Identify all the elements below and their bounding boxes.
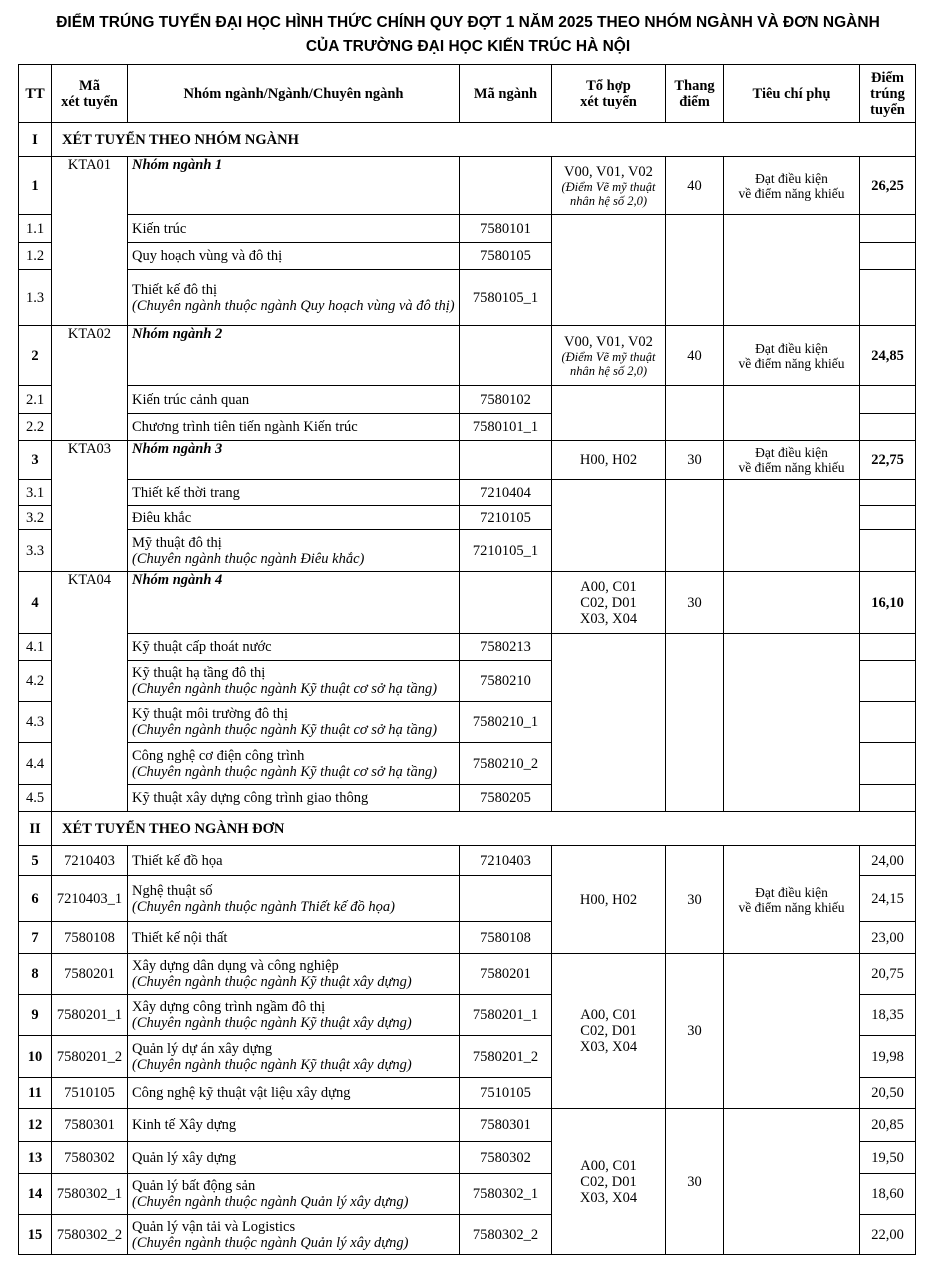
item-tt: 4.4 — [19, 743, 52, 785]
group-row-4 — [19, 572, 916, 634]
item-name: Chương trình tiên tiến ngành Kiến trúc — [128, 414, 460, 441]
row-code: 7580201 — [52, 954, 128, 995]
row-tt: 9 — [19, 995, 52, 1036]
item-to-hop-empty — [552, 215, 666, 326]
group-thang: 40 — [666, 326, 724, 386]
section-row-I — [19, 123, 916, 157]
row-score: 22,00 — [860, 1215, 916, 1255]
group-score: 22,75 — [860, 441, 916, 480]
block-to-hop: H00, H02 — [552, 846, 666, 954]
row-code: 7210403_1 — [52, 876, 128, 922]
row-code: 7580302 — [52, 1142, 128, 1174]
group-name: Nhóm ngành 4 — [128, 572, 460, 634]
row-ma-nganh: 7580302_2 — [460, 1215, 552, 1255]
group-code: KTA02 — [52, 326, 128, 386]
row-name: Quản lý xây dựng — [128, 1142, 460, 1174]
item-tt: 3.3 — [19, 530, 52, 572]
row-tt: 11 — [19, 1078, 52, 1109]
item-score-empty — [860, 270, 916, 326]
item-to-hop-empty — [552, 480, 666, 572]
item-tieu-chi-empty — [724, 480, 860, 572]
row-ma-nganh: 7580301 — [460, 1109, 552, 1142]
item-score-empty — [860, 743, 916, 785]
row-score: 20,50 — [860, 1078, 916, 1109]
header-diem-trung-tuyen: Điểm trúng tuyển — [860, 65, 916, 123]
item-ma-nganh: 7580213 — [460, 634, 552, 661]
item-to-hop-empty — [552, 634, 666, 812]
group-name: Nhóm ngành 2 — [128, 326, 460, 386]
row-score: 20,75 — [860, 954, 916, 995]
item-name: Điêu khắc — [128, 506, 460, 530]
row-tt: 5 — [19, 846, 52, 876]
item-score-empty — [860, 785, 916, 812]
item-name: Kỹ thuật hạ tầng đô thị (Chuyên ngành thuộc ngành Kỹ thuật cơ sở hạ tầng) — [128, 661, 460, 702]
header-row — [19, 65, 916, 123]
row-name: Kinh tế Xây dựng — [128, 1109, 460, 1142]
group-code: KTA01 — [52, 157, 128, 215]
header-tieu-chi-phu: Tiêu chí phụ — [724, 65, 860, 123]
item-score-empty — [860, 506, 916, 530]
row-tt: 14 — [19, 1174, 52, 1215]
block-thang: 30 — [666, 1109, 724, 1255]
code-spacer — [52, 215, 128, 326]
row-code: 7580301 — [52, 1109, 128, 1142]
code-spacer — [52, 634, 128, 812]
row-score: 19,50 — [860, 1142, 916, 1174]
group-to-hop: V00, V01, V02 (Điểm Vẽ mỹ thuật nhân hệ số 2,0) — [552, 157, 666, 215]
row-score: 18,60 — [860, 1174, 916, 1215]
row-ma-nganh: 7580302 — [460, 1142, 552, 1174]
item-score-empty — [860, 386, 916, 414]
row-name: Thiết kế nội thất — [128, 922, 460, 954]
group-tt: 3 — [19, 441, 52, 480]
item-to-hop-empty — [552, 386, 666, 441]
item-tt: 4.2 — [19, 661, 52, 702]
group-tt: 2 — [19, 326, 52, 386]
row-ma-nganh: 7580201_2 — [460, 1036, 552, 1078]
group-code: KTA04 — [52, 572, 128, 634]
item-ma-nganh: 7210105 — [460, 506, 552, 530]
group-score: 24,85 — [860, 326, 916, 386]
row-tt: 10 — [19, 1036, 52, 1078]
block-tieu-chi: Đạt điều kiện về điểm năng khiếu — [724, 846, 860, 954]
row-code: 7580302_1 — [52, 1174, 128, 1215]
item-ma-nganh: 7580205 — [460, 785, 552, 812]
section-row-II — [19, 812, 916, 846]
row-code: 7210403 — [52, 846, 128, 876]
group-thang: 30 — [666, 441, 724, 480]
block-thang: 30 — [666, 846, 724, 954]
row-score: 23,00 — [860, 922, 916, 954]
group-thang: 40 — [666, 157, 724, 215]
item-row — [19, 215, 916, 243]
row-ma-nganh: 7580108 — [460, 922, 552, 954]
code-spacer — [52, 386, 128, 441]
item-name: Kiến trúc — [128, 215, 460, 243]
group-to-hop: A00, C01 C02, D01 X03, X04 — [552, 572, 666, 634]
group-ma-nganh-empty — [460, 441, 552, 480]
item-ma-nganh: 7580101 — [460, 215, 552, 243]
row-name: Quản lý vận tải và Logistics (Chuyên ngành thuộc ngành Quản lý xây dựng) — [128, 1215, 460, 1255]
single-row — [19, 954, 916, 995]
group-tieu-chi: Đạt điều kiện về điểm năng khiếu — [724, 157, 860, 215]
group-row-2 — [19, 326, 916, 386]
item-ma-nganh: 7580210_2 — [460, 743, 552, 785]
group-tieu-chi: Đạt điều kiện về điểm năng khiếu — [724, 441, 860, 480]
row-code: 7580108 — [52, 922, 128, 954]
item-score-empty — [860, 634, 916, 661]
item-tt: 2.2 — [19, 414, 52, 441]
item-ma-nganh: 7580101_1 — [460, 414, 552, 441]
page-title-line-1: ĐIỂM TRÚNG TUYỂN ĐẠI HỌC HÌNH THỨC CHÍNH QUY ĐỢT 1 NĂM 2025 THEO NHÓM NGÀNH VÀ ĐƠN NGÀNH — [56, 14, 880, 31]
item-score-empty — [860, 414, 916, 441]
item-ma-nganh: 7210105_1 — [460, 530, 552, 572]
group-ma-nganh-empty — [460, 157, 552, 215]
block-to-hop: A00, C01 C02, D01 X03, X04 — [552, 954, 666, 1109]
block-tieu-chi-empty — [724, 954, 860, 1109]
row-score: 24,00 — [860, 846, 916, 876]
row-ma-nganh: 7580201 — [460, 954, 552, 995]
item-tt: 1.3 — [19, 270, 52, 326]
block-thang: 30 — [666, 954, 724, 1109]
group-row-3 — [19, 441, 916, 480]
block-tieu-chi-empty — [724, 1109, 860, 1255]
item-score-empty — [860, 480, 916, 506]
row-tt: 6 — [19, 876, 52, 922]
row-name: Công nghệ kỹ thuật vật liệu xây dựng — [128, 1078, 460, 1109]
item-tieu-chi-empty — [724, 215, 860, 326]
section-label: XÉT TUYỂN THEO NHÓM NGÀNH — [52, 123, 916, 157]
item-name: Kỹ thuật môi trường đô thị (Chuyên ngành thuộc ngành Kỹ thuật cơ sở hạ tầng) — [128, 702, 460, 743]
section-number: II — [19, 812, 52, 846]
row-score: 20,85 — [860, 1109, 916, 1142]
group-name: Nhóm ngành 3 — [128, 441, 460, 480]
header-thang-diem: Thang điểm — [666, 65, 724, 123]
item-tt: 4.5 — [19, 785, 52, 812]
page-title-line-2: CỦA TRƯỜNG ĐẠI HỌC KIẾN TRÚC HÀ NỘI — [305, 38, 631, 55]
group-ma-nganh-empty — [460, 326, 552, 386]
group-tieu-chi-empty — [724, 572, 860, 634]
group-row-1 — [19, 157, 916, 215]
header-ma-nganh: Mã ngành — [460, 65, 552, 123]
item-name: Thiết kế đô thị (Chuyên ngành thuộc ngành Quy hoạch vùng và đô thị) — [128, 270, 460, 326]
row-score: 18,35 — [860, 995, 916, 1036]
item-score-empty — [860, 243, 916, 270]
row-name: Xây dựng dân dụng và công nghiệp (Chuyên ngành thuộc ngành Kỹ thuật xây dựng) — [128, 954, 460, 995]
item-ma-nganh: 7580102 — [460, 386, 552, 414]
row-name: Xây dựng công trình ngầm đô thị (Chuyên ngành thuộc ngành Kỹ thuật xây dựng) — [128, 995, 460, 1036]
row-code: 7580201_1 — [52, 995, 128, 1036]
row-ma-nganh — [460, 876, 552, 922]
row-tt: 7 — [19, 922, 52, 954]
admission-scores-table — [18, 64, 916, 1255]
row-name: Quản lý dự án xây dựng (Chuyên ngành thuộc ngành Kỹ thuật xây dựng) — [128, 1036, 460, 1078]
item-tt: 1.2 — [19, 243, 52, 270]
item-tieu-chi-empty — [724, 386, 860, 441]
item-tieu-chi-empty — [724, 634, 860, 812]
group-thang: 30 — [666, 572, 724, 634]
item-name: Kỹ thuật cấp thoát nước — [128, 634, 460, 661]
item-ma-nganh: 7580210 — [460, 661, 552, 702]
block-to-hop: A00, C01 C02, D01 X03, X04 — [552, 1109, 666, 1255]
row-name: Thiết kế đồ họa — [128, 846, 460, 876]
item-row — [19, 386, 916, 414]
row-score: 19,98 — [860, 1036, 916, 1078]
item-tt: 4.1 — [19, 634, 52, 661]
row-tt: 8 — [19, 954, 52, 995]
item-tt: 3.2 — [19, 506, 52, 530]
item-thang-empty — [666, 480, 724, 572]
single-row — [19, 1109, 916, 1142]
single-row — [19, 846, 916, 876]
group-to-hop: H00, H02 — [552, 441, 666, 480]
code-spacer — [52, 480, 128, 572]
item-ma-nganh: 7580210_1 — [460, 702, 552, 743]
item-tt: 4.3 — [19, 702, 52, 743]
group-tieu-chi: Đạt điều kiện về điểm năng khiếu — [724, 326, 860, 386]
row-code: 7580201_2 — [52, 1036, 128, 1078]
item-name: Kiến trúc cảnh quan — [128, 386, 460, 414]
item-ma-nganh: 7210404 — [460, 480, 552, 506]
item-row — [19, 634, 916, 661]
header-ma-xet-tuyen: Mã xét tuyển — [52, 65, 128, 123]
item-score-empty — [860, 661, 916, 702]
item-ma-nganh: 7580105 — [460, 243, 552, 270]
group-score: 16,10 — [860, 572, 916, 634]
item-tt: 3.1 — [19, 480, 52, 506]
item-score-empty — [860, 702, 916, 743]
group-ma-nganh-empty — [460, 572, 552, 634]
item-thang-empty — [666, 215, 724, 326]
row-ma-nganh: 7210403 — [460, 846, 552, 876]
row-score: 24,15 — [860, 876, 916, 922]
header-to-hop: Tổ hợp xét tuyển — [552, 65, 666, 123]
item-score-empty — [860, 215, 916, 243]
row-ma-nganh: 7510105 — [460, 1078, 552, 1109]
row-tt: 15 — [19, 1215, 52, 1255]
item-name: Công nghệ cơ điện công trình (Chuyên ngành thuộc ngành Kỹ thuật cơ sở hạ tầng) — [128, 743, 460, 785]
header-tt: TT — [19, 65, 52, 123]
row-ma-nganh: 7580302_1 — [460, 1174, 552, 1215]
item-thang-empty — [666, 634, 724, 812]
item-name: Thiết kế thời trang — [128, 480, 460, 506]
row-tt: 12 — [19, 1109, 52, 1142]
group-tt: 4 — [19, 572, 52, 634]
item-name: Quy hoạch vùng và đô thị — [128, 243, 460, 270]
item-tt: 1.1 — [19, 215, 52, 243]
item-name: Kỹ thuật xây dựng công trình giao thông — [128, 785, 460, 812]
item-score-empty — [860, 530, 916, 572]
item-row — [19, 480, 916, 506]
row-name: Nghệ thuật số (Chuyên ngành thuộc ngành Thiết kế đồ họa) — [128, 876, 460, 922]
item-tt: 2.1 — [19, 386, 52, 414]
item-thang-empty — [666, 386, 724, 441]
row-ma-nganh: 7580201_1 — [460, 995, 552, 1036]
row-name: Quản lý bất động sản (Chuyên ngành thuộc ngành Quản lý xây dựng) — [128, 1174, 460, 1215]
group-tt: 1 — [19, 157, 52, 215]
group-to-hop: V00, V01, V02 (Điểm Vẽ mỹ thuật nhân hệ số 2,0) — [552, 326, 666, 386]
row-code: 7510105 — [52, 1078, 128, 1109]
item-ma-nganh: 7580105_1 — [460, 270, 552, 326]
item-name: Mỹ thuật đô thị (Chuyên ngành thuộc ngành Điêu khắc) — [128, 530, 460, 572]
group-score: 26,25 — [860, 157, 916, 215]
group-name: Nhóm ngành 1 — [128, 157, 460, 215]
row-code: 7580302_2 — [52, 1215, 128, 1255]
group-code: KTA03 — [52, 441, 128, 480]
row-tt: 13 — [19, 1142, 52, 1174]
section-label: XÉT TUYỂN THEO NGÀNH ĐƠN — [52, 812, 916, 846]
header-nhom-nganh: Nhóm ngành/Ngành/Chuyên ngành — [128, 65, 460, 123]
section-number: I — [19, 123, 52, 157]
